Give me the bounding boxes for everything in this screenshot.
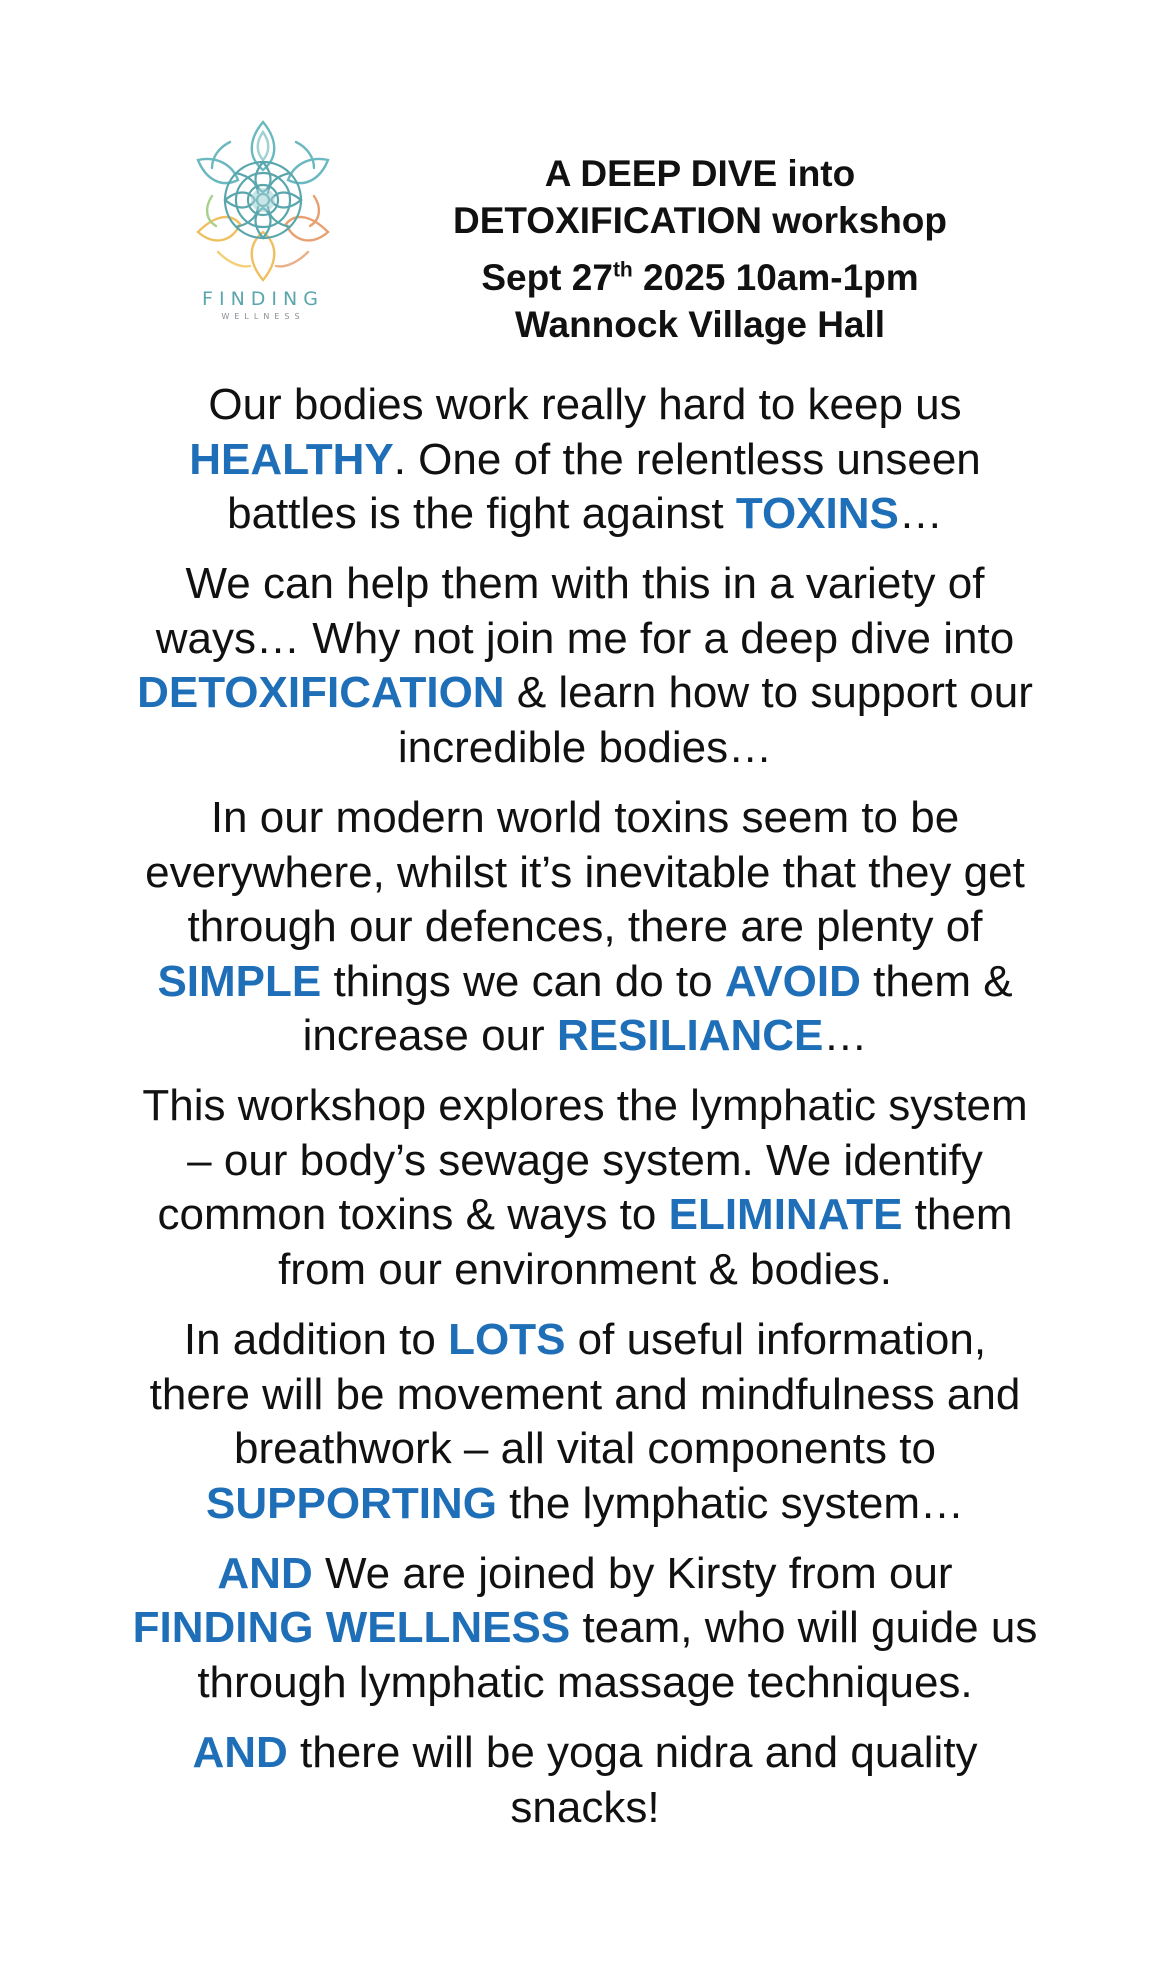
highlight-word: LOTS xyxy=(448,1315,566,1365)
text-run: We are joined by Kirsty from our xyxy=(312,1548,953,1598)
text-run: In our modern world toxins seem to be everywhere, whilst it’s inevitable that they get through our defences, there are plenty of xyxy=(145,792,1025,952)
logo-subtitle: WELLNESS xyxy=(221,312,305,321)
finding-wellness-logo xyxy=(178,112,348,332)
event-date xyxy=(420,254,980,301)
title-line-1: A DEEP DIVE into xyxy=(544,153,856,194)
description-text xyxy=(130,378,1040,1851)
date-prefix: Sept 27 xyxy=(481,257,613,298)
description-paragraph xyxy=(130,1313,1040,1531)
description-paragraph xyxy=(130,791,1040,1064)
logo-wordmark: FINDING xyxy=(202,288,324,310)
text-run: there will be yoga nidra and quality snacks! xyxy=(287,1728,978,1832)
text-run: We can help them with this in a variety of ways… Why not join me for a deep dive into xyxy=(155,559,1015,663)
event-venue: Wannock Village Hall xyxy=(514,304,886,345)
event-header xyxy=(420,150,980,348)
description-paragraph xyxy=(130,1079,1040,1297)
highlight-word: TOXINS xyxy=(735,489,899,539)
highlight-word: FINDING WELLNESS xyxy=(132,1603,571,1653)
highlight-word: DETOXIFICATION xyxy=(137,668,505,718)
text-run: things we can do to xyxy=(321,956,725,1006)
text-run: them from our environment & bodies. xyxy=(278,1190,1013,1295)
description-paragraph xyxy=(130,557,1040,775)
highlight-word: AVOID xyxy=(724,956,861,1006)
description-paragraph xyxy=(130,1547,1040,1711)
highlight-word: AND xyxy=(217,1548,313,1598)
description-paragraph xyxy=(130,1726,1040,1835)
date-suffix: 2025 10am-1pm xyxy=(632,257,919,298)
text-run: Our bodies work really hard to keep us xyxy=(208,380,962,429)
mandala-icon xyxy=(178,112,348,287)
text-run: of useful information, there will be movement and mindfulness and breathwork – all vital components to xyxy=(149,1315,1021,1474)
highlight-word: HEALTHY xyxy=(189,434,394,484)
title-line-2: DETOXIFICATION workshop xyxy=(452,200,948,241)
date-ordinal: th xyxy=(612,258,633,282)
text-run: & learn how to support our incredible bodies… xyxy=(397,668,1033,772)
highlight-word: ELIMINATE xyxy=(668,1190,903,1240)
highlight-word: AND xyxy=(192,1728,288,1777)
highlight-word: SIMPLE xyxy=(157,956,322,1006)
text-run: team, who will guide us through lymphatic massage techniques. xyxy=(197,1603,1038,1708)
text-run: … xyxy=(823,1011,868,1061)
highlight-word: SUPPORTING xyxy=(206,1478,497,1528)
text-run: the lymphatic system… xyxy=(496,1478,964,1528)
text-run: . One of the relentless unseen battles is the fight against xyxy=(227,434,981,539)
highlight-word: RESILIANCE xyxy=(556,1011,824,1061)
description-paragraph xyxy=(130,378,1040,542)
text-run: them & increase our xyxy=(302,956,1013,1061)
text-run: This workshop explores the lymphatic system – our body’s sewage system. We identify common toxins & ways to xyxy=(142,1081,1028,1240)
text-run: … xyxy=(898,489,943,539)
text-run: In addition to xyxy=(183,1315,449,1365)
